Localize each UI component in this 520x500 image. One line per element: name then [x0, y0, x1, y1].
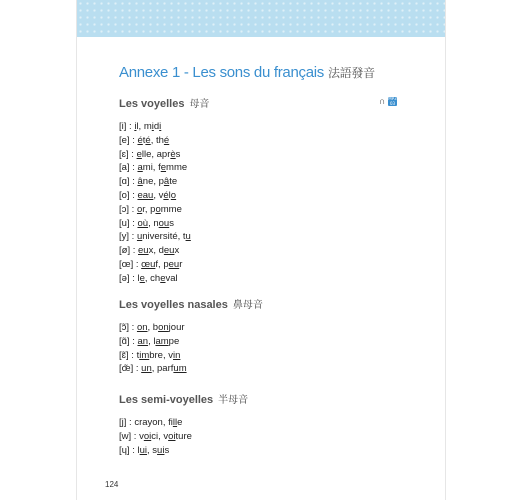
underlined-sound: on	[158, 322, 169, 333]
word-text: pe	[168, 335, 180, 347]
phoneme: [œ̃] :	[119, 363, 142, 375]
underlined-sound: eu	[138, 245, 149, 257]
word-text: r, p	[142, 203, 156, 215]
sound-list	[119, 321, 263, 376]
sound-list	[119, 120, 209, 286]
word-text: , th	[150, 134, 164, 146]
sound-entry	[119, 217, 209, 231]
underlined-sound: a	[137, 162, 143, 174]
section-title	[119, 296, 263, 311]
underlined-sound: œu	[141, 258, 156, 270]
sound-entry	[119, 148, 209, 162]
word-text: r	[179, 258, 183, 270]
sound-list	[119, 416, 248, 457]
phoneme: [i] :	[119, 121, 135, 132]
phoneme: [ə] :	[119, 272, 138, 284]
underlined-sound: an	[137, 335, 149, 347]
section-title-text: Les semi-voyelles	[119, 394, 214, 406]
word-text: l	[137, 272, 140, 284]
section-title-text: Les voyelles nasales	[119, 299, 228, 311]
underlined-sound: um	[173, 363, 187, 375]
word-text: x	[174, 245, 180, 257]
word-text: , n	[148, 217, 159, 229]
word-text: jour	[168, 322, 185, 333]
page-title	[119, 64, 375, 81]
phoneme: [œ] :	[119, 258, 142, 270]
track-badge: MP3 03	[388, 96, 397, 106]
word-text: ture	[175, 430, 192, 442]
sound-entry	[119, 272, 209, 286]
underlined-sound: ou	[158, 217, 170, 229]
word-text: l	[137, 444, 140, 456]
underlined-sound: e	[139, 272, 145, 284]
word-text: s	[175, 148, 181, 160]
underlined-sound: è	[170, 148, 176, 160]
sound-entry	[119, 244, 209, 258]
underlined-sound: eu	[163, 245, 175, 257]
word-text: l, m	[136, 121, 152, 132]
underlined-sound: é	[137, 134, 143, 146]
sound-entry	[119, 134, 209, 148]
phoneme: [w] :	[119, 430, 140, 442]
underlined-sound: oi	[143, 430, 152, 442]
underlined-sound: e	[160, 162, 167, 174]
word-text: mi, f	[142, 162, 161, 174]
phoneme: [ɛ̃] :	[119, 349, 137, 361]
headphones-icon: ∩	[379, 96, 386, 106]
header-band	[77, 0, 445, 37]
sound-entry	[119, 230, 209, 244]
section-title-chinese: 鼻母音	[232, 300, 263, 311]
sound-entry	[119, 335, 263, 349]
underlined-sound: é	[145, 134, 151, 146]
underlined-sound: ui	[157, 444, 165, 456]
title-text: Annexe 1 - Les sons du français	[119, 64, 324, 81]
sound-entry	[119, 349, 263, 363]
underlined-sound: é	[163, 189, 169, 201]
underlined-sound: i	[151, 121, 154, 132]
underlined-sound: u	[136, 231, 143, 243]
underlined-sound: i	[134, 121, 137, 132]
underlined-sound: â	[137, 176, 143, 188]
underlined-sound: où	[137, 217, 149, 229]
underlined-sound: u	[185, 231, 191, 243]
underlined-sound: ui	[139, 444, 148, 456]
underlined-sound: e	[136, 148, 142, 160]
word-text: , parf	[151, 363, 174, 375]
underlined-sound: on	[136, 322, 148, 333]
section-title-chinese: 母音	[189, 99, 210, 110]
book-page	[76, 0, 446, 500]
sound-entry	[119, 430, 248, 444]
underlined-sound: eau	[137, 189, 154, 201]
section-nasal-vowels	[119, 296, 263, 376]
phoneme: [u] :	[119, 217, 138, 229]
word-text: e	[177, 417, 183, 428]
phoneme: [j] :	[119, 417, 135, 428]
word-text: f, p	[155, 258, 169, 270]
underlined-sound: im	[139, 349, 150, 361]
underlined-sound: â	[163, 176, 170, 188]
underlined-sound: ll	[172, 417, 178, 428]
word-text: , b	[147, 322, 159, 333]
phoneme: [e] :	[119, 134, 138, 146]
page-number: 124	[105, 480, 119, 489]
section-title-chinese: 半母音	[218, 395, 249, 406]
sound-entry	[119, 321, 263, 335]
sound-entry	[119, 120, 209, 134]
sound-entry	[119, 362, 263, 376]
word-text: niversité, t	[142, 231, 186, 243]
word-text: val	[165, 272, 178, 284]
section-title-text: Les voyelles	[119, 98, 185, 110]
word-text: te	[169, 176, 178, 188]
underlined-sound: é	[163, 134, 170, 146]
sound-entry	[119, 416, 248, 430]
word-text: s	[164, 444, 170, 456]
phoneme: [ɔ] :	[119, 203, 137, 215]
word-text: t	[136, 349, 140, 361]
word-text: bre, v	[149, 349, 173, 361]
word-text: s	[169, 217, 174, 229]
sound-entry	[119, 189, 209, 203]
underlined-sound: i	[159, 121, 162, 132]
phoneme: [ɛ] :	[119, 148, 137, 160]
section-title	[119, 391, 248, 406]
underlined-sound: o	[136, 203, 143, 215]
underlined-sound: o	[155, 203, 161, 215]
sound-entry	[119, 444, 248, 458]
word-text: x, d	[148, 245, 164, 257]
phoneme: [ø] :	[119, 245, 138, 257]
word-text: , l	[148, 335, 156, 347]
underlined-sound: o	[170, 189, 177, 201]
word-text: , s	[147, 444, 158, 456]
word-text: mme	[160, 203, 182, 215]
phoneme: [ɑ̃] :	[119, 335, 138, 347]
phoneme: [y] :	[119, 231, 137, 243]
phoneme: [o] :	[119, 189, 138, 201]
word-text: , v	[153, 189, 164, 201]
word-text: d	[153, 121, 160, 132]
audio-track-icon[interactable]	[379, 96, 397, 108]
title-chinese: 法語發音	[328, 66, 375, 80]
sound-entry	[119, 258, 209, 272]
underlined-sound: e	[160, 272, 166, 284]
section-semi-vowels	[119, 391, 248, 457]
word-text: l	[168, 189, 171, 201]
underlined-sound: in	[173, 349, 181, 361]
underlined-sound: un	[141, 363, 152, 375]
word-text: mme	[166, 162, 188, 174]
sound-entry	[119, 161, 209, 175]
section-vowels	[119, 95, 209, 286]
underlined-sound: am	[155, 335, 169, 347]
word-text: t	[142, 134, 146, 146]
word-text: lle, apr	[141, 148, 171, 160]
word-text: ne, p	[142, 176, 164, 188]
phoneme: [ɑ] :	[119, 176, 138, 188]
phoneme: [ɥ] :	[119, 444, 138, 456]
underlined-sound: oi	[168, 430, 176, 442]
sound-entry	[119, 203, 209, 217]
word-text: , ch	[144, 272, 161, 284]
underlined-sound: eu	[168, 258, 180, 270]
phoneme: [ɔ̃] :	[119, 322, 137, 333]
sound-entry	[119, 175, 209, 189]
word-text: v	[139, 430, 144, 442]
word-text: ci, v	[151, 430, 169, 442]
word-text: crayon, fi	[134, 417, 173, 428]
phoneme: [a] :	[119, 162, 138, 174]
section-title	[119, 95, 209, 110]
